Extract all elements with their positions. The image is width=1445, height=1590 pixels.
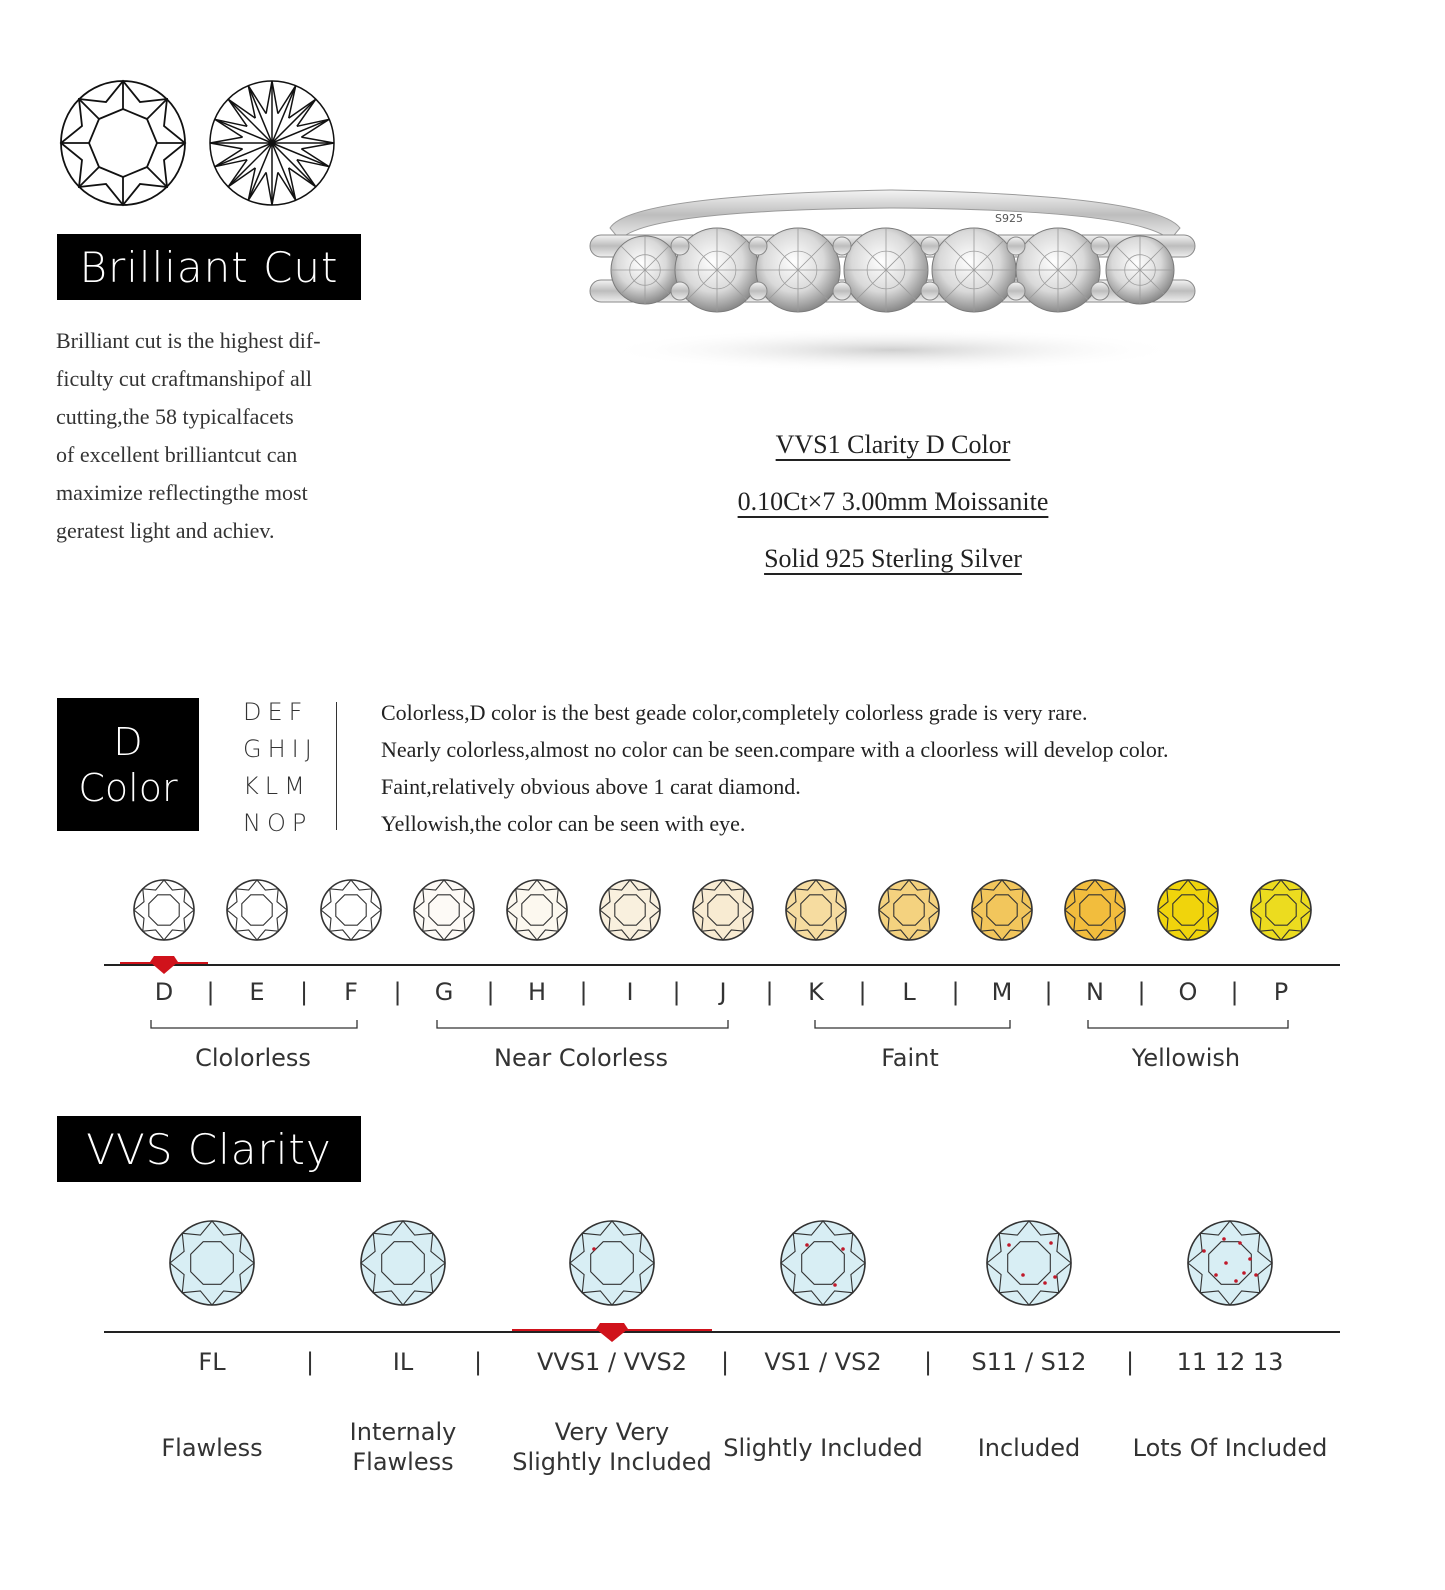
- d-color-badge: [57, 698, 199, 831]
- color-gem-p: [1251, 880, 1311, 940]
- clarity-separator: |: [1125, 1348, 1135, 1376]
- clarity-scale-gems: [0, 1215, 1445, 1315]
- color-gem-g: [414, 880, 474, 940]
- inclusion-dot: [1007, 1243, 1011, 1247]
- clarity-gem: [1188, 1221, 1272, 1305]
- ring-image: [580, 180, 1205, 380]
- color-range-label: Near Colorless: [493, 1044, 669, 1072]
- color-separator: |: [206, 978, 215, 1006]
- color-group-letter: KLM: [243, 772, 311, 800]
- clarity-description-line: Internaly: [349, 1418, 457, 1446]
- clarity-gem: [781, 1221, 865, 1305]
- color-group-letters: [243, 694, 318, 842]
- color-separator: |: [1044, 978, 1053, 1006]
- color-gem-i: [600, 880, 660, 940]
- color-scale-letters: [0, 978, 1445, 1012]
- inclusion-dot: [1234, 1279, 1238, 1283]
- range-bracket: [437, 1020, 728, 1028]
- clarity-separator: |: [305, 1348, 315, 1376]
- color-separator: |: [1230, 978, 1239, 1006]
- clarity-code: IL: [392, 1348, 414, 1376]
- color-range-label: Faint: [881, 1044, 939, 1072]
- clarity-grade-codes: [0, 1348, 1445, 1382]
- badge-letter: D: [113, 719, 143, 764]
- inclusion-dot: [805, 1243, 809, 1247]
- color-gem-m: [972, 880, 1032, 940]
- color-group-letter: GHIJ: [243, 735, 318, 763]
- color-letter-n: N: [1086, 978, 1104, 1006]
- color-gem-h: [507, 880, 567, 940]
- s925-stamp: S925: [995, 212, 1023, 225]
- color-separator: |: [672, 978, 681, 1006]
- inclusion-dot: [592, 1247, 596, 1251]
- inclusion-dot: [1242, 1271, 1246, 1275]
- color-letter-l: L: [902, 978, 916, 1006]
- color-gem-l: [879, 880, 939, 940]
- inclusion-dot: [1222, 1237, 1226, 1241]
- brilliant-cut-description: [56, 322, 386, 550]
- brilliant-cut-title: Brilliant Cut: [57, 234, 361, 300]
- vvs-clarity-title: VVS Clarity: [57, 1116, 361, 1182]
- clarity-description-line: Flawless: [352, 1448, 454, 1476]
- color-group-description: Nearly colorless,almost no color can be seen.compare with a cloorless will develop color.: [381, 737, 1169, 762]
- inclusion-dot: [1202, 1249, 1206, 1253]
- color-letter-e: E: [249, 978, 265, 1006]
- color-group-description: Faint,relatively obvious above 1 carat diamond.: [381, 774, 801, 799]
- color-gem-d: [134, 880, 194, 940]
- clarity-description-line: Flawless: [161, 1434, 263, 1462]
- inclusion-dot: [1043, 1281, 1047, 1285]
- clarity-gem: [170, 1221, 254, 1305]
- clarity-description-line: Very Very: [554, 1418, 670, 1446]
- color-group-description: Colorless,D color is the best geade color,completely colorless grade is very rare.: [381, 700, 1088, 725]
- clarity-code: S11 / S12: [971, 1348, 1087, 1376]
- clarity-code: VVS1 / VVS2: [536, 1348, 688, 1376]
- moissanite-stone: [611, 236, 679, 304]
- clarity-description: [512, 1417, 712, 1477]
- clarity-gem: [987, 1221, 1071, 1305]
- clarity-description: [723, 1433, 923, 1463]
- color-group-letter: DEF: [243, 698, 309, 726]
- color-gem-o: [1158, 880, 1218, 940]
- range-bracket: [151, 1020, 357, 1028]
- clarity-code: VS1 / VS2: [764, 1348, 882, 1376]
- cut-text-line: of excellent brilliantcut can: [56, 442, 298, 467]
- clarity-separator: |: [923, 1348, 933, 1376]
- color-separator: |: [579, 978, 588, 1006]
- clarity-separator: |: [720, 1348, 730, 1376]
- pavilion-view-icon: [210, 81, 334, 205]
- clarity-grade-descriptions: [0, 1415, 1445, 1495]
- color-letter-d: D: [154, 978, 174, 1006]
- color-separator: |: [765, 978, 774, 1006]
- inclusion-dot: [1214, 1273, 1218, 1277]
- moissanite-stone: [932, 228, 1016, 312]
- inclusion-dot: [1224, 1261, 1228, 1265]
- color-group-description: Yellowish,the color can be seen with eye.: [381, 811, 746, 836]
- color-scale-gems: [0, 870, 1445, 950]
- clarity-gem: [570, 1221, 654, 1305]
- cut-text-line: geratest light and achiev.: [56, 518, 275, 543]
- color-letter-h: H: [527, 978, 547, 1006]
- cut-text-line: maximize reflectingthe most: [56, 480, 308, 505]
- color-gem-e: [227, 880, 287, 940]
- color-separator: |: [299, 978, 309, 1006]
- color-letter-k: K: [808, 978, 824, 1006]
- spec-moissanite: 0.10Ct×7 3.00mm Moissanite: [737, 487, 1049, 516]
- color-letter-m: M: [991, 978, 1013, 1006]
- color-range-label: Clolorless: [195, 1044, 311, 1072]
- inclusion-dot: [1238, 1241, 1242, 1245]
- spec-silver: Solid 925 Sterling Silver: [764, 544, 1022, 573]
- spec-clarity-color: VVS1 Clarity D Color: [775, 430, 1011, 459]
- color-group-letter: NOP: [243, 809, 313, 837]
- color-selected-marker: [120, 952, 210, 976]
- color-letter-p: P: [1273, 978, 1289, 1006]
- color-group-descriptions: [381, 694, 1168, 842]
- badge-word: Color: [78, 765, 178, 810]
- inclusion-dot: [1053, 1275, 1057, 1279]
- inclusion-dot: [1049, 1241, 1053, 1245]
- clarity-description: [978, 1433, 1081, 1463]
- clarity-description: [1133, 1433, 1328, 1463]
- inclusion-dot: [1248, 1257, 1252, 1261]
- clarity-description-line: Lots Of Included: [1132, 1434, 1328, 1462]
- moissanite-stone: [1016, 228, 1100, 312]
- clarity-description-line: Included: [977, 1434, 1081, 1462]
- brilliant-cut-diagrams: [56, 76, 346, 211]
- color-letter-f: F: [344, 978, 358, 1006]
- color-scale-line: [104, 964, 1340, 966]
- clarity-scale-line: [104, 1331, 1340, 1333]
- color-letter-g: G: [434, 978, 454, 1006]
- color-range-labels: [0, 1044, 1445, 1078]
- color-separator: |: [858, 978, 867, 1006]
- clarity-separator: |: [473, 1348, 483, 1376]
- inclusion-dot: [841, 1247, 845, 1251]
- clarity-description-line: Slightly Included: [723, 1434, 923, 1462]
- color-gem-k: [786, 880, 846, 940]
- color-gem-j: [693, 880, 753, 940]
- clarity-description: [161, 1433, 262, 1463]
- inclusion-dot: [1021, 1273, 1025, 1277]
- clarity-selected-marker: [512, 1318, 714, 1344]
- crown-view-icon: [61, 81, 185, 205]
- cut-text-line: Brilliant cut is the highest dif-: [56, 328, 321, 353]
- color-letter-o: O: [1178, 978, 1198, 1006]
- color-separator: |: [486, 978, 495, 1006]
- color-separator: |: [951, 978, 960, 1006]
- color-separator: |: [1137, 978, 1146, 1006]
- color-letter-j: J: [719, 978, 727, 1006]
- moissanite-stone: [756, 228, 840, 312]
- moissanite-stone: [844, 228, 928, 312]
- color-divider: [336, 702, 337, 830]
- color-range-label: Yellowish: [1131, 1044, 1241, 1072]
- color-separator: |: [393, 978, 402, 1006]
- range-bracket: [1088, 1020, 1288, 1028]
- cut-text-line: ficulty cut craftmanshipof all: [56, 366, 312, 391]
- color-gem-f: [321, 880, 381, 940]
- clarity-code: FL: [198, 1348, 226, 1376]
- clarity-code: 11 12 13: [1176, 1348, 1284, 1376]
- range-bracket: [815, 1020, 1010, 1028]
- clarity-description: [350, 1417, 457, 1477]
- moissanite-stone: [1106, 236, 1174, 304]
- clarity-description-line: Slightly Included: [512, 1448, 712, 1476]
- color-gem-n: [1065, 880, 1125, 940]
- color-range-brackets: [0, 1018, 1445, 1038]
- cut-text-line: cutting,the 58 typicalfacets: [56, 404, 294, 429]
- inclusion-dot: [1254, 1273, 1258, 1277]
- clarity-gem: [361, 1221, 445, 1305]
- color-letter-i: I: [626, 978, 634, 1006]
- inclusion-dot: [833, 1283, 837, 1287]
